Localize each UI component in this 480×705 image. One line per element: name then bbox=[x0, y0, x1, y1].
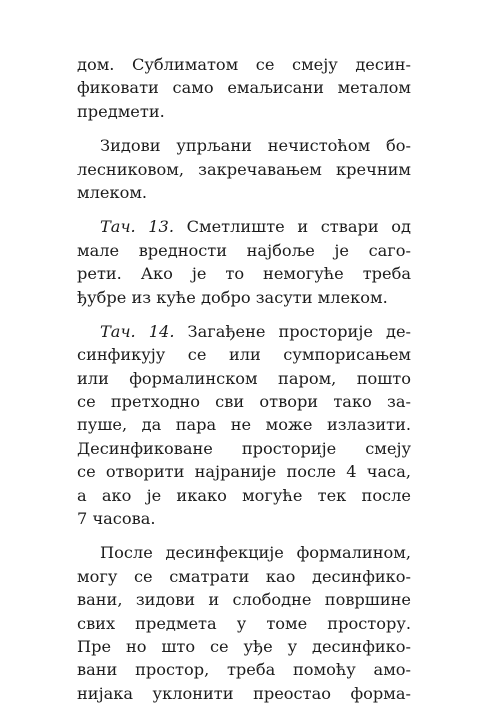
text-line: Десинфиковане просторије смеју bbox=[77, 438, 411, 458]
text-line: свих предмета у томе простору. bbox=[77, 613, 411, 633]
item-number: Тач. 14. bbox=[100, 321, 175, 341]
text-line: вани простор, треба помоћу амо- bbox=[77, 660, 411, 680]
text-line bbox=[77, 215, 411, 238]
text-line bbox=[77, 320, 411, 343]
text-line: Зидови упрљани нечистоћом бо- bbox=[100, 136, 411, 156]
text-line: фиковати само емаљисани металом bbox=[77, 78, 411, 98]
paragraph-item-14 bbox=[77, 320, 411, 531]
text-line: рети. Ако је то немогуће треба bbox=[77, 264, 411, 284]
text-line: пуше, да пара не може излазити. bbox=[77, 415, 411, 435]
item-first-line-text: Сметлиште и ствари од bbox=[174, 217, 411, 237]
paragraph-gap bbox=[77, 204, 411, 215]
text-line: се претходно сви отвори тако за- bbox=[77, 392, 411, 412]
text-line: После десинфекције формалином, bbox=[100, 543, 411, 563]
page-text bbox=[77, 53, 411, 705]
item-first-line-text: Загађене просторије де- bbox=[174, 321, 411, 341]
paragraph-gap bbox=[77, 123, 411, 134]
text-line: или формалинском паром, пошто bbox=[77, 368, 411, 388]
text-line: ђубре из куће добро засути млеком. bbox=[77, 287, 388, 307]
paragraph-item-13 bbox=[77, 215, 411, 309]
text-line: се отворити најраније после 4 часа, bbox=[77, 462, 411, 482]
text-line: а ако је икако могуће тек после bbox=[77, 485, 411, 505]
text-line: вани, зидови и слободне површине bbox=[77, 590, 411, 610]
text-line: синфикују се или сумпорисањем bbox=[77, 345, 411, 365]
text-line: дом. Сублиматом се смеју десин- bbox=[77, 55, 411, 74]
text-line: 7 часова. bbox=[77, 509, 156, 529]
item-number: Тач. 13. bbox=[100, 217, 174, 237]
paragraph-gap bbox=[77, 309, 411, 320]
text-line: мале вредности најбоље је саго- bbox=[77, 240, 411, 260]
text-line: предмети. bbox=[77, 101, 165, 121]
paragraph-2 bbox=[77, 134, 411, 204]
text-line: лесниковом, закречавањем кречним bbox=[77, 159, 411, 179]
paragraph-gap bbox=[77, 530, 411, 541]
paragraph-5 bbox=[77, 541, 411, 705]
text-line: могу се сматрати као десинфико- bbox=[77, 566, 411, 586]
text-line: млеком. bbox=[77, 182, 148, 202]
text-line: нијака уклонити преостао форма- bbox=[77, 683, 411, 703]
paragraph-1 bbox=[77, 53, 411, 123]
text-line: Пре но што се уђе у десинфико- bbox=[77, 636, 411, 656]
